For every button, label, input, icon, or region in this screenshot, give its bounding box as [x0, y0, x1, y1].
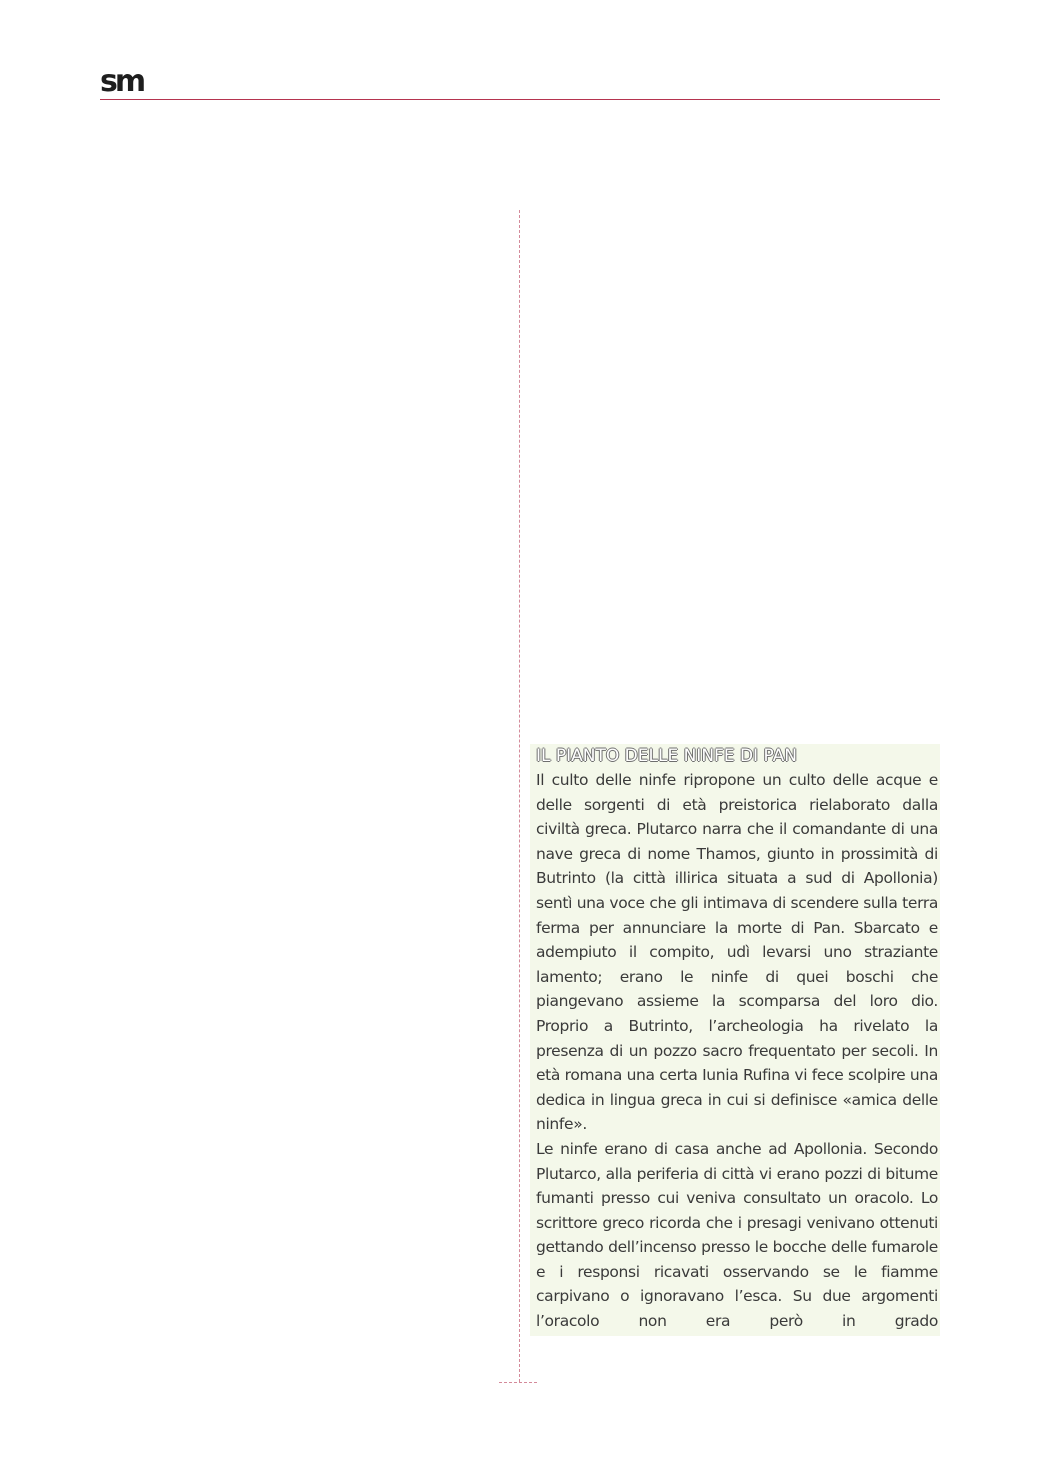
- sidebar-paragraph-2: Le ninfe erano di casa anche ad Apollonia. Secondo Plutarco, alla periferia di città vi erano pozzi di bitume fumanti presso cui veniva consultato un oracolo. Lo scrittore greco ricorda che i presagi venivano ottenuti gettando dell’incenso presso le bocche delle fumarole e i responsi ricavati osservando se le fiamme carpivano o ignoravano l’esca. Su due argomenti l’oracolo non era però in grado: [536, 1139, 938, 1331]
- sidebar-title: IL PIANTO DELLE NINFE DI PAN: [536, 746, 797, 766]
- magazine-logo: sm: [100, 64, 144, 99]
- footer-rule: [499, 1382, 537, 1383]
- sidebar-box: [530, 744, 940, 1336]
- sidebar-paragraph-1: Il culto delle ninfe ripropone un culto delle acque e delle sorgenti di età preistorica rielaborato dalla civiltà greca. Plutarco narra che il comandante di una nave greca di nome Thamos, giunto in prossimità di Butrinto (la città illirica situata a sud di Apollonia) sentì una voce che gli intimava di scendere sulla terra ferma per annunciare la morte di Pan. Sbarcato e adempiuto il compito, udì levarsi uno straziante lamento; erano le ninfe di quei boschi che piangevano assieme la scomparsa del loro dio. Proprio a Butrinto, l’archeologia ha rivelato la presenza di un pozzo sacro frequentato per secoli. In età romana una certa Iunia Rufina vi fece scolpire una dedica in lingua greca in cui si definisce «amica delle ninfe».: [536, 771, 938, 1134]
- header-rule: [100, 99, 940, 100]
- column-divider: [519, 210, 520, 1382]
- sidebar-body: [536, 768, 938, 1334]
